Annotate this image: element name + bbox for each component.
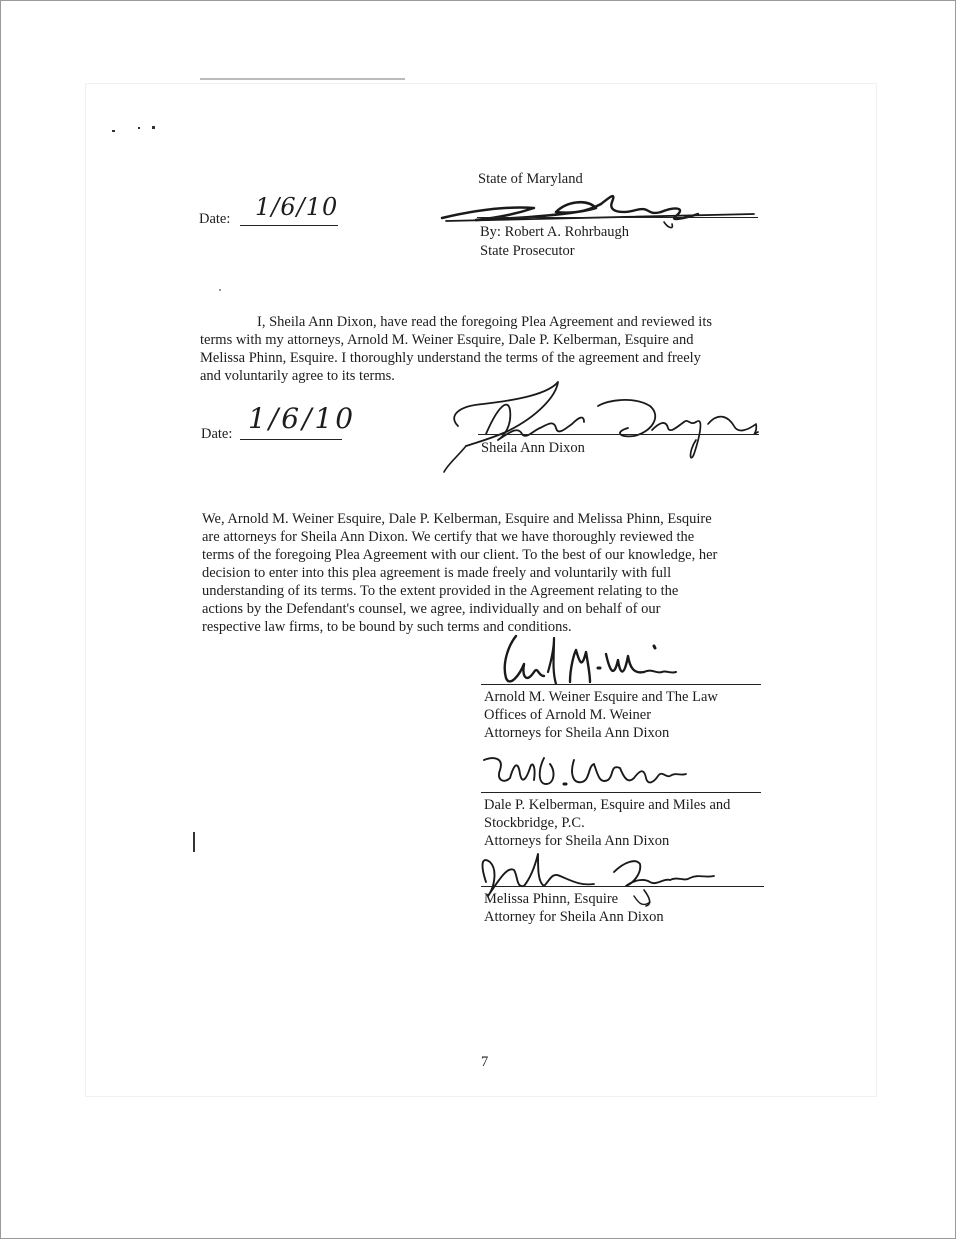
attorney-certification: [202, 510, 717, 636]
paragraph-line: Melissa Phinn, Esquire. I thoroughly understand the terms of the agreement and freely: [200, 350, 701, 366]
paragraph-line: decision to enter into this plea agreement is made freely and voluntarily with full: [202, 565, 672, 581]
prosecutor-date-label: Date:: [199, 211, 231, 227]
phinn-line-2: Attorney for Sheila Ann Dixon: [484, 909, 664, 925]
prosecutor-by-line: By: Robert A. Rohrbaugh: [480, 224, 630, 240]
scan-artifact-dot: [138, 127, 140, 129]
weiner-line-1: Arnold M. Weiner Esquire and The Law: [484, 689, 718, 705]
paragraph-line: I, Sheila Ann Dixon, have read the foregoing Plea Agreement and reviewed its: [257, 314, 713, 330]
scan-artifact-bar: [193, 832, 195, 852]
defendant-acknowledgement: [200, 313, 712, 385]
paragraph-line: and voluntarily agree to its terms.: [200, 368, 395, 384]
weiner-signature: [494, 628, 694, 690]
kelberman-line-1: Dale P. Kelberman, Esquire and Miles and: [484, 797, 731, 813]
paragraph-line: We, Arnold M. Weiner Esquire, Dale P. Kelberman, Esquire and Melissa Phinn, Esquire: [202, 511, 712, 527]
page-number: 7: [481, 1054, 489, 1070]
phinn-signature-line: [481, 886, 764, 887]
scan-artifact-dot: [152, 126, 155, 129]
paragraph-line: respective law firms, to be bound by such terms and conditions.: [202, 619, 572, 635]
weiner-line-3: Attorneys for Sheila Ann Dixon: [484, 725, 670, 741]
scan-artifact-header: [200, 78, 405, 80]
prosecutor-date-value: 1/6/10: [255, 193, 339, 221]
phinn-line-1: Melissa Phinn, Esquire: [484, 891, 619, 907]
paragraph-line: understanding of its terms. To the extent provided in the Agreement relating to the: [202, 583, 679, 599]
prosecutor-title: State Prosecutor: [480, 243, 575, 259]
kelberman-line-3: Attorneys for Sheila Ann Dixon: [484, 833, 670, 849]
defendant-date-label: Date:: [201, 426, 233, 442]
prosecutor-signature-line: [477, 217, 758, 218]
state-label: State of Maryland: [478, 171, 583, 187]
kelberman-line-2: Stockbridge, P.C.: [484, 815, 585, 831]
defendant-date-line: [240, 439, 342, 440]
defendant-signer-name: Sheila Ann Dixon: [481, 440, 585, 456]
weiner-line-2: Offices of Arnold M. Weiner: [484, 707, 652, 723]
scan-artifact-dot: [219, 289, 221, 291]
paragraph-line: are attorneys for Sheila Ann Dixon. We certify that we have thoroughly reviewed the: [202, 529, 695, 545]
scan-artifact-dot: [112, 130, 115, 132]
kelberman-signature: [474, 750, 704, 798]
weiner-signature-line: [481, 684, 761, 685]
paragraph-line: terms of the foregoing Plea Agreement with our client. To the best of our knowledge, her: [202, 547, 718, 563]
paragraph-line: actions by the Defendant's counsel, we agree, individually and on behalf of our: [202, 601, 661, 617]
paragraph-line: terms with my attorneys, Arnold M. Weiner Esquire, Dale P. Kelberman, Esquire and: [200, 332, 694, 348]
defendant-date-value: 1/6/10: [248, 402, 357, 435]
dixon-signature: [438, 376, 768, 476]
prosecutor-date-line: [240, 225, 338, 226]
defendant-signature-line: [478, 434, 759, 435]
kelberman-signature-line: [481, 792, 761, 793]
